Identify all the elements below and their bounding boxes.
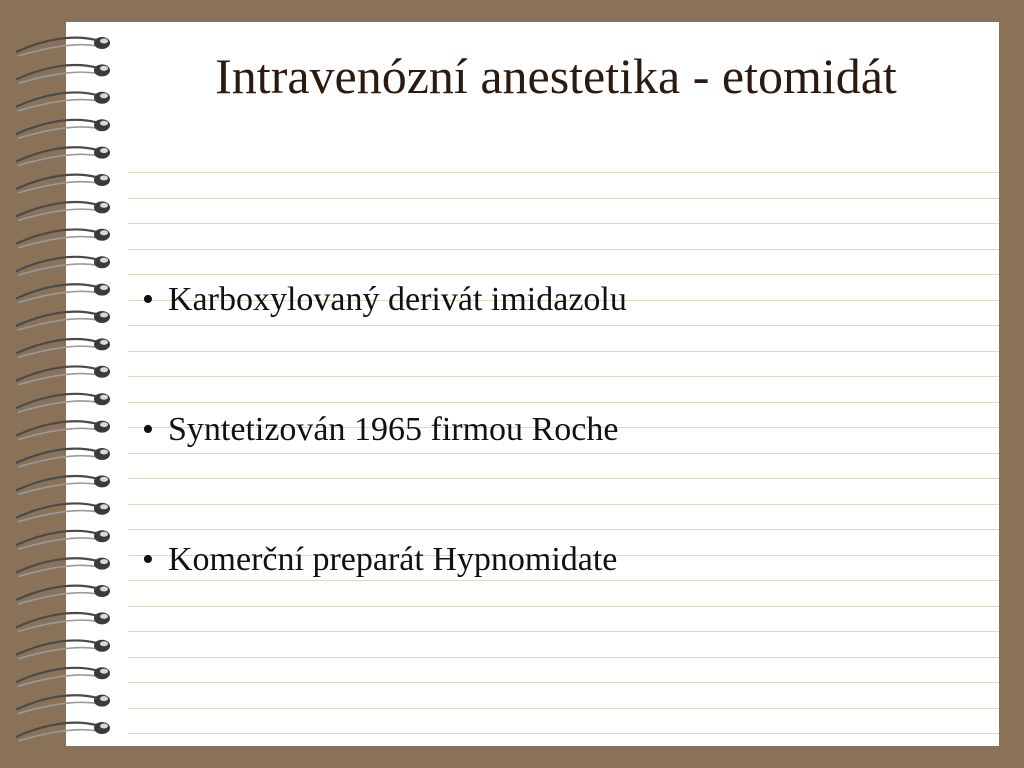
ruled-line	[128, 606, 999, 607]
ruled-line	[128, 172, 999, 173]
ruled-line	[128, 708, 999, 709]
spiral-coil	[16, 612, 110, 631]
ruled-line	[128, 198, 999, 199]
bullet-item	[128, 410, 618, 450]
ruled-line	[128, 478, 999, 479]
spiral-coil	[16, 147, 110, 166]
spiral-coil	[16, 695, 110, 714]
spiral-coil	[16, 475, 110, 494]
ruled-line	[128, 504, 999, 505]
notebook-page	[66, 22, 999, 746]
spiral-coil	[16, 530, 110, 549]
spiral-coil	[16, 640, 110, 659]
ruled-line	[128, 376, 999, 377]
ruled-line	[128, 351, 999, 352]
spiral-coil	[16, 366, 110, 385]
spiral-coil	[16, 722, 110, 741]
spiral-coil	[16, 448, 110, 467]
bullet-dot: •	[142, 411, 154, 448]
ruled-line	[128, 733, 999, 734]
spiral-coil	[16, 393, 110, 412]
ruled-line	[128, 249, 999, 250]
bullet-item	[128, 540, 617, 580]
ruled-lines	[128, 22, 999, 746]
ruled-line	[128, 657, 999, 658]
ruled-line	[128, 682, 999, 683]
spiral-coil	[16, 284, 110, 303]
ruled-line	[128, 631, 999, 632]
ruled-line	[128, 402, 999, 403]
spiral-coil	[16, 64, 110, 83]
bullet-dot: •	[142, 541, 154, 578]
spiral-coil	[16, 338, 110, 357]
spiral-coil	[16, 229, 110, 248]
ruled-line	[128, 274, 999, 275]
spiral-binding-icon	[12, 28, 116, 744]
spiral-coil	[16, 201, 110, 220]
bullet-dot: •	[142, 281, 154, 318]
ruled-line	[128, 453, 999, 454]
ruled-line	[128, 580, 999, 581]
spiral-coil	[16, 421, 110, 440]
spiral-coil	[16, 503, 110, 522]
ruled-line	[128, 325, 999, 326]
spiral-coil	[16, 174, 110, 193]
spiral-coil	[16, 558, 110, 577]
spiral-coil	[16, 119, 110, 138]
spiral-coil	[16, 311, 110, 330]
ruled-line	[128, 529, 999, 530]
spiral-coil	[16, 585, 110, 604]
bullet-text: Komerční preparát Hypnomidate	[168, 541, 618, 578]
bullet-text: Karboxylovaný derivát imidazolu	[168, 281, 627, 318]
spiral-coil	[16, 92, 110, 111]
spiral-coil	[16, 256, 110, 275]
slide-title: Intravenózní anestetika - etomidát	[215, 48, 897, 104]
ruled-line	[128, 223, 999, 224]
bullet-text: Syntetizován 1965 firmou Roche	[168, 411, 619, 448]
spiral-coil	[16, 37, 110, 56]
bullet-item	[128, 280, 627, 320]
spiral-coil	[16, 667, 110, 686]
